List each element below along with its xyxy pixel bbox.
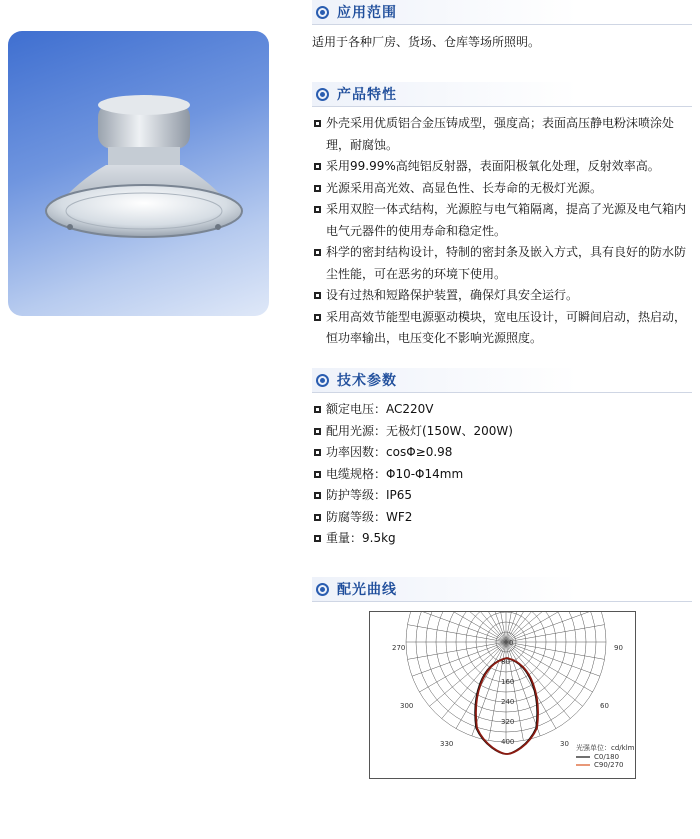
circle-bullet-icon (316, 88, 329, 101)
specs-list (312, 399, 692, 550)
radial-label: 400 (501, 738, 515, 746)
radial-label: 80 (501, 658, 510, 666)
circle-bullet-icon (316, 583, 329, 596)
specs-heading (312, 368, 692, 393)
lamp-illustration (8, 31, 269, 316)
application-section (312, 0, 692, 53)
square-bullet-icon (314, 249, 321, 256)
product-photo (8, 31, 269, 316)
curve-heading (312, 577, 692, 602)
square-bullet-icon (314, 185, 321, 192)
list-item: 额定电压：AC220V (312, 399, 692, 421)
square-bullet-icon (314, 449, 321, 456)
list-item: 防腐等级：WF2 (312, 507, 692, 529)
radial-label: 320 (501, 718, 515, 726)
square-bullet-icon (314, 514, 321, 521)
angle-label: 0 (509, 639, 514, 647)
square-bullet-icon (314, 428, 321, 435)
features-title: 产品特性 (337, 87, 397, 103)
list-item: 电缆规格：Φ10-Φ14mm (312, 464, 692, 486)
specs-title: 技术参数 (337, 373, 397, 389)
curve-title: 配光曲线 (337, 582, 397, 598)
list-item: 防护等级：IP65 (312, 485, 692, 507)
square-bullet-icon (314, 206, 321, 213)
list-item: 采用99.99%高纯铝反射器，表面阳极氧化处理，反射效率高。 (312, 156, 692, 178)
angle-label: 330 (440, 740, 454, 748)
legend-entry: C90/270 (594, 761, 624, 769)
legend-title: 光强单位：cd/klm (576, 744, 635, 752)
list-item: 重量：9.5kg (312, 528, 692, 550)
legend-entry: C0/180 (594, 753, 620, 761)
circle-bullet-icon (316, 374, 329, 387)
list-item: 设有过热和短路保护装置，确保灯具安全运行。 (312, 285, 692, 307)
features-section (312, 82, 692, 350)
angle-label: 90 (614, 644, 623, 652)
specs-section (312, 368, 692, 550)
square-bullet-icon (314, 292, 321, 299)
radial-label: 160 (501, 678, 515, 686)
square-bullet-icon (314, 314, 321, 321)
list-item: 采用双腔一体式结构，光源腔与电气箱隔离，提高了光源及电气箱内电气元器件的使用寿命和稳定性。 (312, 199, 692, 242)
list-item: 功率因数：cosΦ≥0.98 (312, 442, 692, 464)
features-heading (312, 82, 692, 107)
list-item: 采用高效节能型电源驱动模块，宽电压设计，可瞬间启动，热启动，恒功率输出，电压变化不影响光源照度。 (312, 307, 692, 350)
features-list (312, 113, 692, 350)
list-item: 配用光源：无极灯(150W、200W) (312, 421, 692, 443)
list-item: 光源采用高光效、高显色性、长寿命的无极灯光源。 (312, 178, 692, 200)
angle-label: 60 (600, 702, 609, 710)
list-item: 外壳采用优质铝合金压铸成型，强度高；表面高压静电粉沫喷涂处理，耐腐蚀。 (312, 113, 692, 156)
square-bullet-icon (314, 120, 321, 127)
circle-bullet-icon (316, 6, 329, 19)
grid-spoke (442, 612, 506, 642)
square-bullet-icon (314, 406, 321, 413)
application-title: 应用范围 (337, 5, 397, 21)
square-bullet-icon (314, 471, 321, 478)
curve-section (312, 577, 692, 602)
radial-label: 240 (501, 698, 515, 706)
angle-label: 30 (560, 740, 569, 748)
list-item: 科学的密封结构设计，特制的密封条及嵌入方式，具有良好的防水防尘性能，可在恶劣的环境下使用。 (312, 242, 692, 285)
application-heading (312, 0, 692, 25)
square-bullet-icon (314, 163, 321, 170)
application-text: 适用于各种厂房、货场、仓库等场所照明。 (312, 35, 541, 49)
polar-chart-svg (370, 612, 635, 778)
square-bullet-icon (314, 535, 321, 542)
grid-spoke (506, 612, 570, 642)
angle-label: 300 (400, 702, 414, 710)
square-bullet-icon (314, 492, 321, 499)
light-distribution-chart (369, 611, 636, 779)
angle-label: 270 (392, 644, 406, 652)
